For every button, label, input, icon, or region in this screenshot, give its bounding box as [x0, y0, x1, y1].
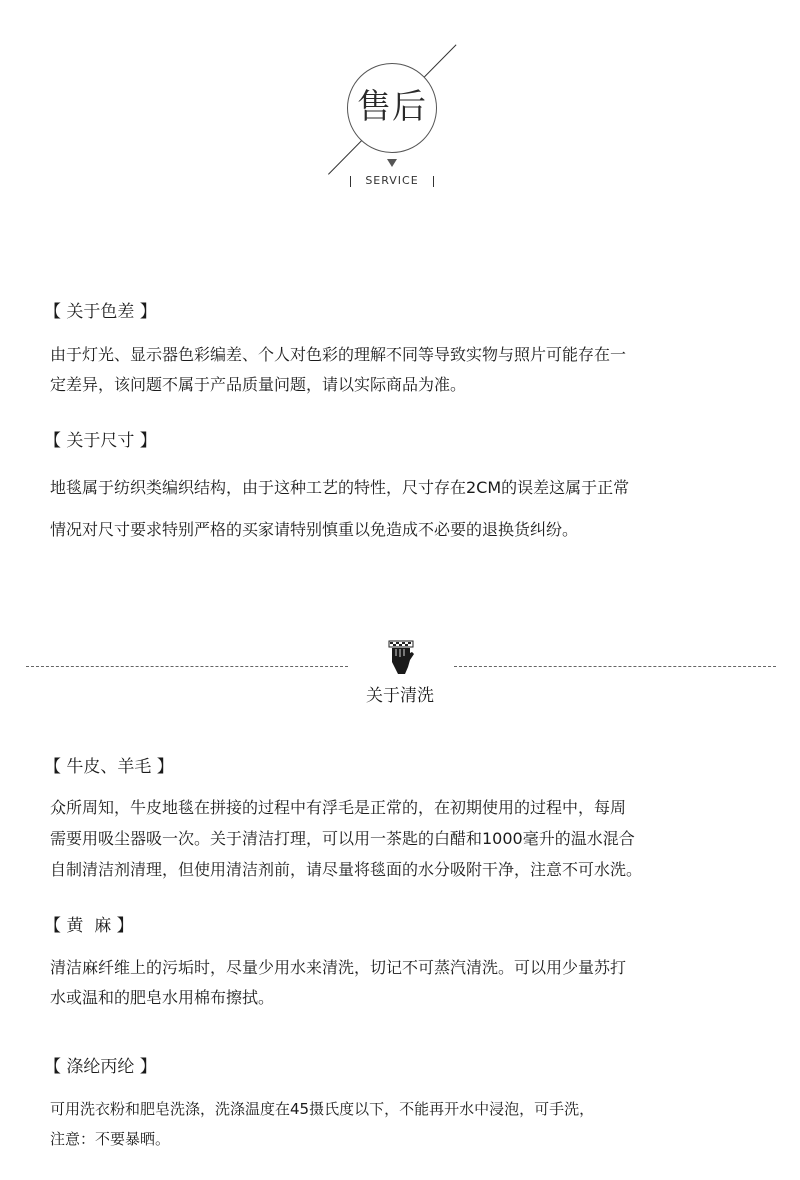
- badge-bar-left: [350, 176, 351, 187]
- text-line: 需要用吸尘器吸一次。关于清洁打理，可以用一茶匙的白醋和1000毫升的温水混合: [50, 829, 635, 848]
- section-heading-color-difference: 【 关于色差 】: [44, 302, 157, 322]
- text-line: 水或温和的肥皂水用棉布擦拭。: [50, 988, 275, 1007]
- section-heading-size: 【 关于尺寸 】: [44, 431, 157, 451]
- triangle-down-icon: [387, 159, 397, 167]
- text-line: 定差异，该问题不属于产品质量问题，请以实际商品为准。: [50, 375, 467, 394]
- section-text-leather-wool: [50, 792, 642, 885]
- text-line: 由于灯光、显示器色彩编差、个人对色彩的理解不同等导致实物与照片可能存在一: [50, 345, 627, 364]
- text-line: 情况对尺寸要求特别严格的买家请特别慎重以免造成不必要的退换货纠纷。: [50, 520, 579, 539]
- section-heading-polyester: 【 涤纶丙纶 】: [44, 1057, 157, 1077]
- divider-dash-right: [454, 666, 776, 667]
- text-line: 注意：不要暴晒。: [50, 1130, 171, 1148]
- section-text-size: [50, 467, 629, 551]
- badge-title: 售后: [357, 87, 427, 127]
- badge-subtitle: SERVICE: [365, 174, 419, 187]
- divider-dash-left: [26, 666, 348, 667]
- text-line: 自制清洁剂清理，但使用清洁剂前，请尽量将毯面的水分吸附干净，注意不可水洗。: [50, 860, 643, 879]
- glove-hand-icon: [386, 640, 416, 676]
- badge-bar-right: [433, 176, 434, 187]
- section-text-polyester: [50, 1094, 594, 1154]
- cleaning-section-title: 关于清洗: [366, 686, 434, 706]
- section-heading-jute: 【 黄 麻 】: [44, 916, 134, 936]
- text-line: 可用洗衣粉和肥皂洗涤，洗涤温度在45摄氏度以下，不能再开水中浸泡，可手洗，: [50, 1100, 595, 1118]
- text-line: 清洁麻纤维上的污垢时，尽量少用水来清洗，切记不可蒸汽清洗。可以用少量苏打: [50, 958, 627, 977]
- section-text-color-difference: [50, 340, 626, 400]
- text-line: 地毯属于纺织类编织结构，由于这种工艺的特性，尺寸存在2CM的误差这属于正常: [50, 478, 630, 497]
- text-line: 众所周知，牛皮地毯在拼接的过程中有浮毛是正常的，在初期使用的过程中，每周: [50, 798, 627, 817]
- section-text-jute: [50, 953, 626, 1013]
- section-heading-leather-wool: 【 牛皮、羊毛 】: [44, 757, 174, 777]
- badge-subtitle-wrap: [348, 173, 436, 189]
